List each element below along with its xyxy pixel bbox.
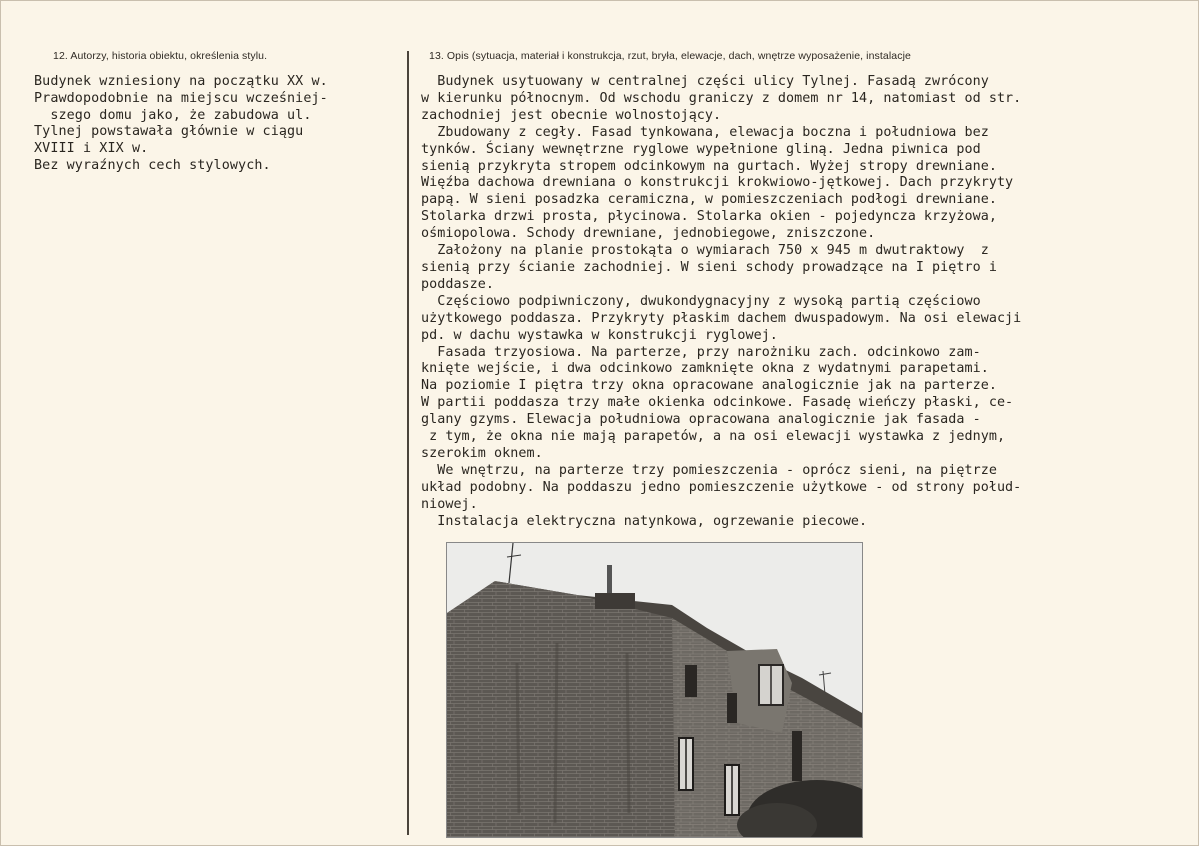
text-line: papą. W sieni posadzka ceramiczna, w pomieszczeniach podłogi drewniane. xyxy=(421,192,997,208)
section-13-text xyxy=(421,74,1181,530)
text-line: poddasze. xyxy=(421,276,495,292)
text-line: Częściowo podpiwniczony, dwukondygnacyjny z wysoką partią częściowo xyxy=(421,293,981,309)
text-line: sienią przy ścianie zachodniej. W sieni schody prowadzące na I piętro i xyxy=(421,259,997,275)
text-line: z tym, że okna nie mają parapetów, a na osi elewacji wystawka z jednym, xyxy=(421,429,1006,445)
text-line: Budynek wzniesiony na początku XX w. xyxy=(34,74,328,89)
text-line: szego domu jako, że zabudowa ul. xyxy=(34,107,312,123)
text-line: We wnętrzu, na parterze trzy pomieszczenia - oprócz sieni, na piętrze xyxy=(421,462,997,478)
text-line: sienią przykryta stropem odcinkowym na gurtach. Wyżej stropy drewniane. xyxy=(421,158,997,174)
brick-building-photo-icon xyxy=(447,543,862,837)
text-line: tynków. Ściany wewnętrzne ryglowe wypełnione gliną. Jedna piwnica pod xyxy=(421,141,981,157)
text-line: Instalacja elektryczna natynkowa, ogrzewanie piecowe. xyxy=(421,513,868,529)
text-line: Fasada trzyosiowa. Na parterze, przy narożniku zach. odcinkowo zam- xyxy=(421,344,981,360)
text-line: układ podobny. Na poddaszu jedno pomieszczenie użytkowe - od strony połud- xyxy=(421,479,1022,495)
text-line: zachodniej jest obecnie wolnostojący. xyxy=(421,107,722,123)
text-line: Stolarka drzwi prosta, płycinowa. Stolarka okien - pojedyncza krzyżowa, xyxy=(421,209,997,225)
text-line: Na poziomie I piętra trzy okna opracowane analogicznie jak na parterze. xyxy=(421,378,997,394)
section-12-text xyxy=(34,74,404,175)
text-line: XVIII i XIX w. xyxy=(34,141,149,157)
text-line: Budynek usytuowany w centralnej części ulicy Tylnej. Fasadą zwrócony xyxy=(421,74,989,89)
text-line: w kierunku północnym. Od wschodu graniczy z domem nr 14, natomiast od str. xyxy=(421,90,1022,106)
text-line: Zbudowany z cegły. Fasad tynkowana, elewacja boczna i południowa bez xyxy=(421,124,989,140)
text-line: glany gzyms. Elewacja południowa opracowana analogicznie jak fasada - xyxy=(421,412,981,428)
column-divider xyxy=(407,51,409,835)
text-line: pd. w dachu wystawka w konstrukcji ryglowej. xyxy=(421,327,778,343)
section-12-heading: 12. Autorzy, historia obiektu, określenia stylu. xyxy=(53,50,268,62)
text-line: użytkowego poddasza. Przykryty płaskim dachem dwuspadowym. Na osi elewacji xyxy=(421,310,1022,326)
text-line: niowej. xyxy=(421,496,478,512)
text-line: Więźba dachowa drewniana o konstrukcji krokwiowo-jętkowej. Dach przykryty xyxy=(421,175,1014,191)
text-line: szerokim oknem. xyxy=(421,445,543,461)
text-line: Założony na planie prostokąta o wymiarach 750 x 945 m dwutraktowy z xyxy=(421,243,989,259)
text-line: ośmiopolowa. Schody drewniane, jednobiegowe, zniszczone. xyxy=(421,226,876,242)
text-line: W partii poddasza trzy małe okienka odcinkowe. Fasadę wieńczy płaski, ce- xyxy=(421,395,1014,411)
building-photo xyxy=(446,542,863,838)
text-line: Prawdopodobnie na miejscu wcześniej- xyxy=(34,90,328,106)
text-line: Tylnej powstawała głównie w ciągu xyxy=(34,124,304,140)
text-line: knięte wejście, i dwa odcinkowo zamknięte okna z wydatnymi parapetami. xyxy=(421,361,989,377)
text-line: Bez wyraźnych cech stylowych. xyxy=(34,157,271,173)
section-13-heading: 13. Opis (sytuacja, materiał i konstrukcja, rzut, bryła, elewacje, dach, wnętrze wyposażenie, instalacje xyxy=(429,50,911,62)
